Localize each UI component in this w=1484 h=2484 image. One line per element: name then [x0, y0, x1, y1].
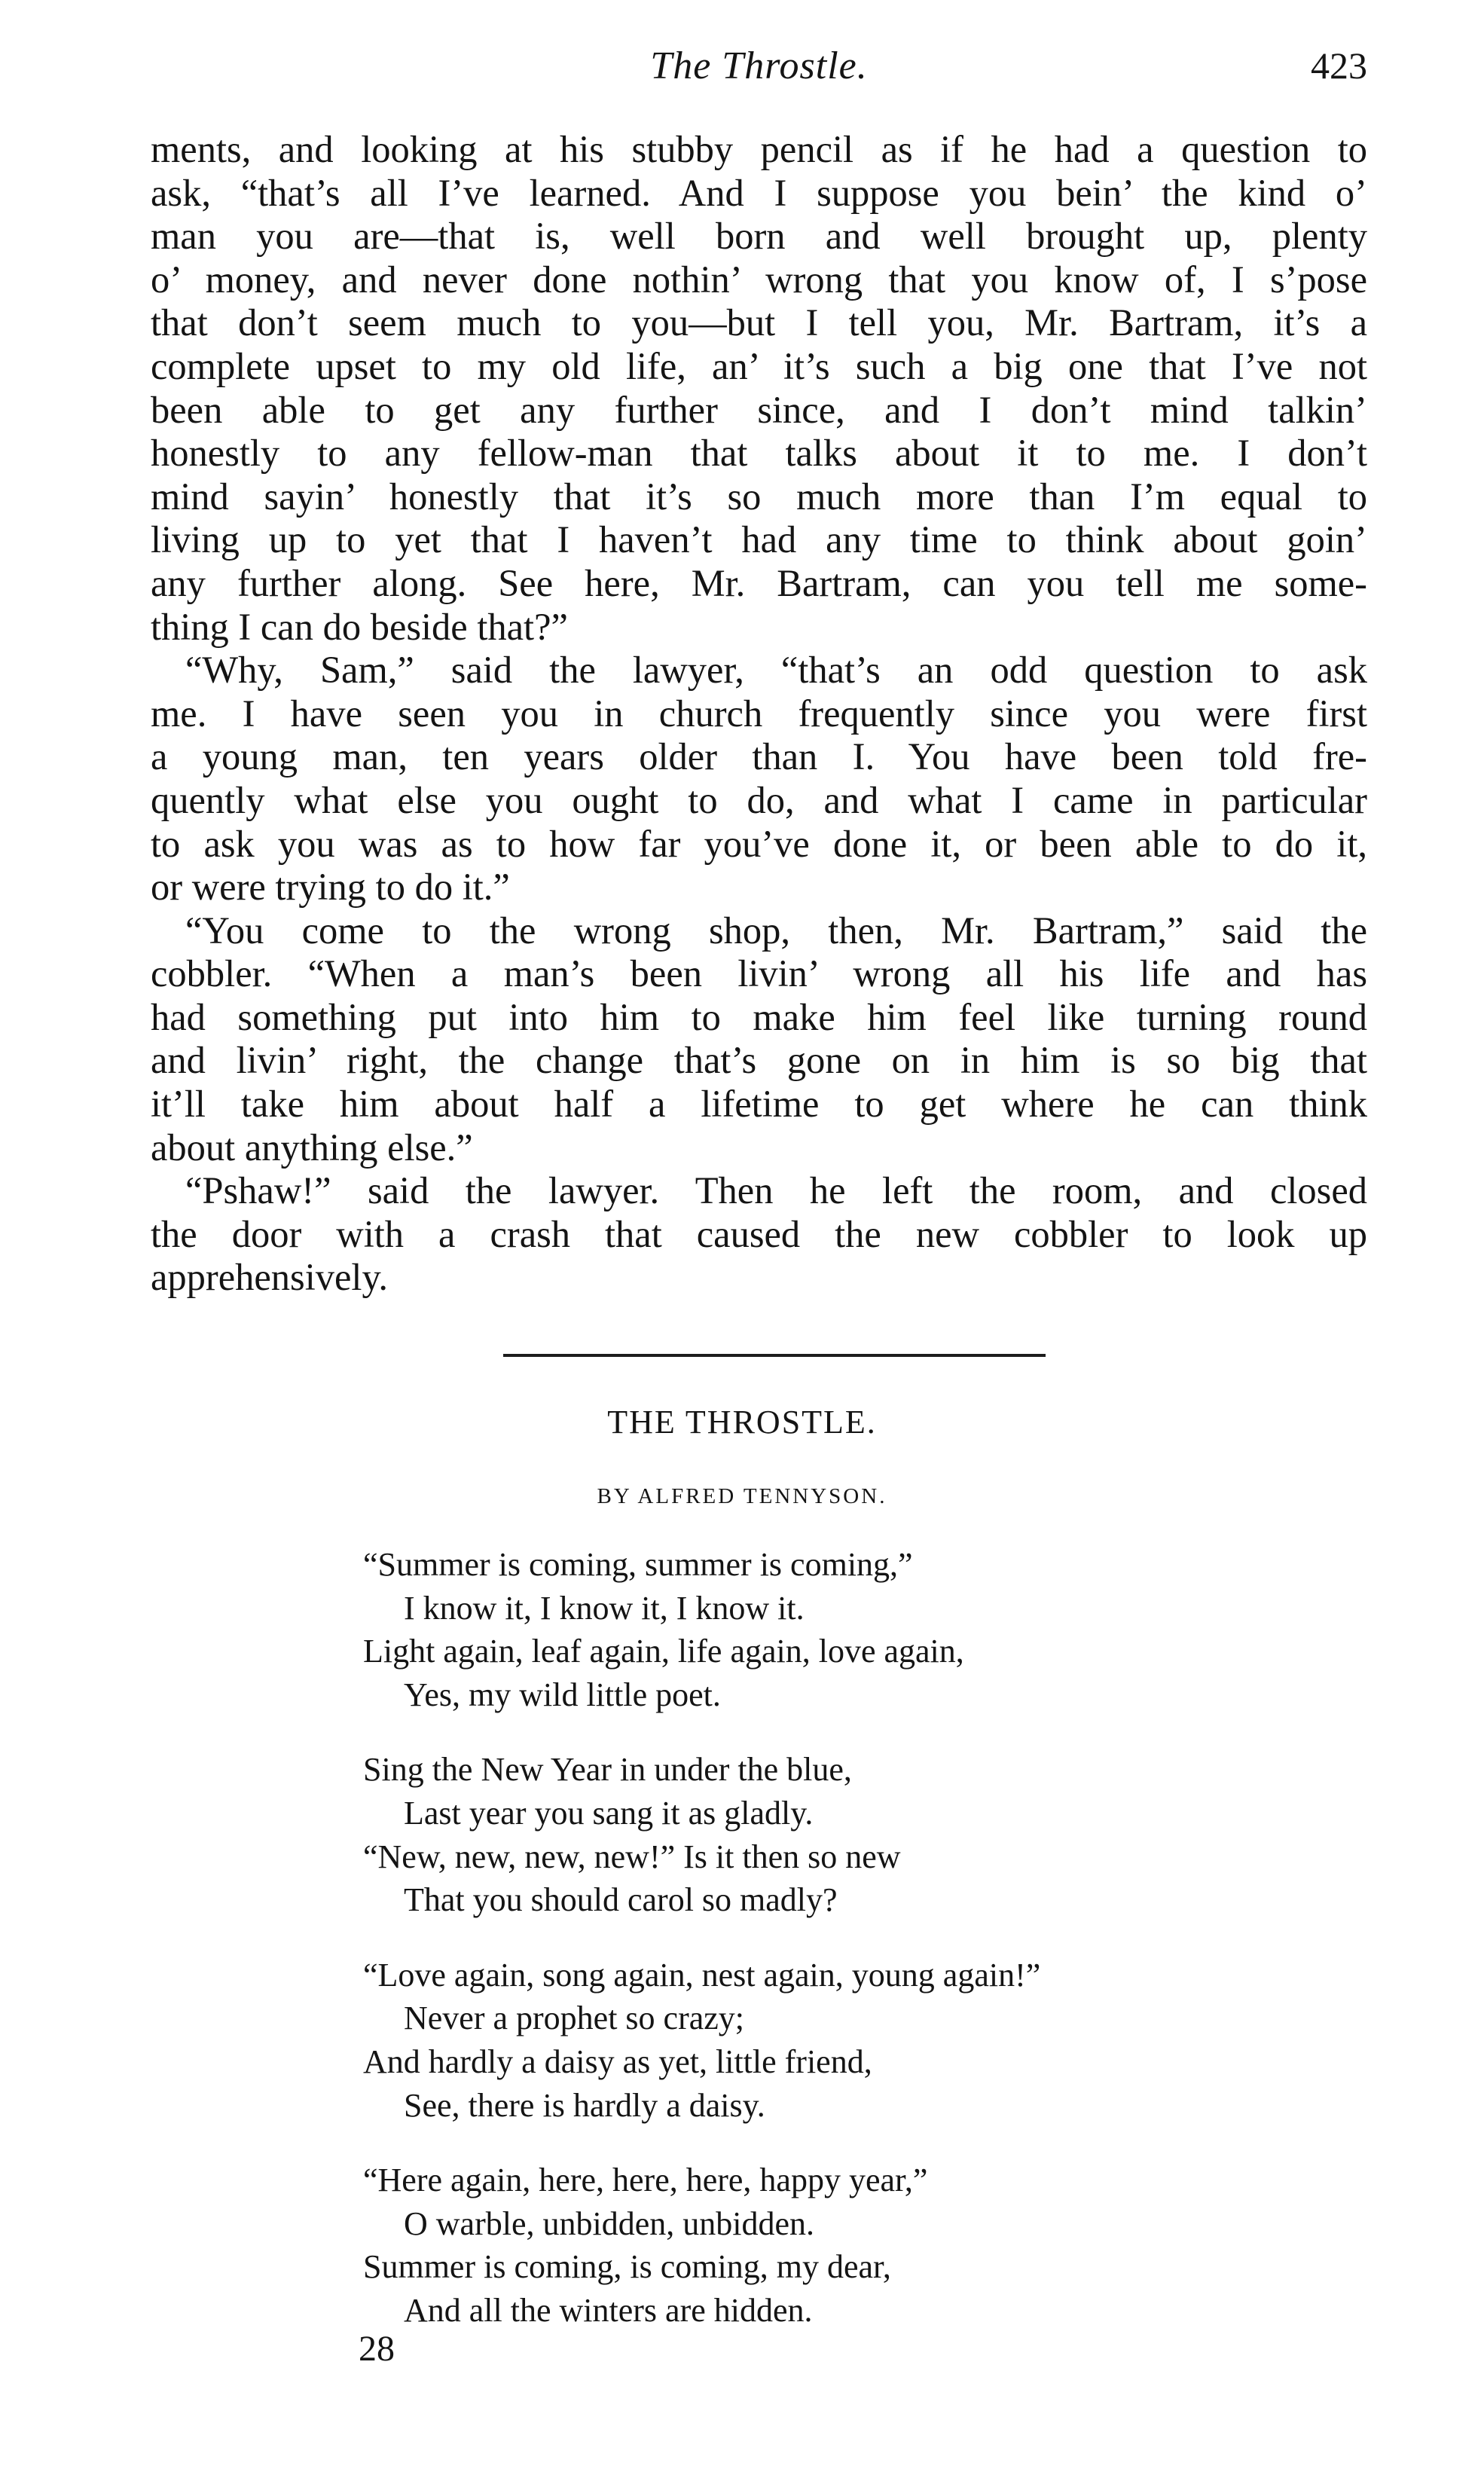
text-line: ments, and looking at his stubby pencil as if he had a question to: [151, 128, 1367, 170]
text-line: a young man, ten years older than I. You have been told fre-: [151, 735, 1367, 778]
text-line: ask, “that’s all I’ve learned. And I suppose you bein’ the kind o’: [151, 171, 1367, 214]
section-divider: [503, 1354, 1046, 1357]
poem-stanza: [363, 2159, 1040, 2332]
page-number: 423: [1311, 44, 1367, 87]
poem-line: “Summer is coming, summer is coming,”: [363, 1546, 913, 1583]
poem-line: Last year you sang it as gladly.: [404, 1794, 814, 1832]
poem-line: Summer is coming, is coming, my dear,: [363, 2248, 891, 2286]
running-header: [151, 41, 1367, 93]
poem-line: “Love again, song again, nest again, young again!”: [363, 1956, 1041, 1994]
text-line: any further along. See here, Mr. Bartram, can you tell me some-: [151, 561, 1367, 604]
text-line: been able to get any further since, and I don’t mind talkin’: [151, 388, 1367, 431]
poem-title: THE THROSTLE.: [607, 1404, 877, 1441]
poem-stanza: [363, 1543, 1040, 1716]
poem-line: I know it, I know it, I know it.: [404, 1589, 805, 1627]
poem-line: See, there is hardly a daisy.: [404, 2086, 765, 2124]
text-line: mind sayin’ honestly that it’s so much more than I’m equal to: [151, 475, 1367, 518]
text-line: living up to yet that I haven’t had any time to think about goin’: [151, 518, 1367, 561]
story-text: [151, 128, 1367, 1300]
signature-mark: 28: [359, 2329, 395, 2369]
poem-line: O warble, unbidden, unbidden.: [404, 2204, 814, 2242]
text-line: o’ money, and never done nothin’ wrong that you know of, I s’pose: [151, 258, 1367, 301]
text-line: complete upset to my old life, an’ it’s such a big one that I’ve not: [151, 344, 1367, 387]
poem-line: Sing the New Year in under the blue,: [363, 1751, 852, 1789]
text-line: man you are—that is, well born and well brought up, plenty: [151, 215, 1367, 258]
poem-line: And hardly a daisy as yet, little friend,: [363, 2043, 872, 2080]
text-line: it’ll take him about half a lifetime to get where he can think: [151, 1083, 1367, 1126]
text-line: had something put into him to make him feel like turning round: [151, 995, 1367, 1038]
poem-body: [363, 1543, 1040, 2364]
text-line: the door with a crash that caused the new cobbler to look up: [151, 1212, 1367, 1255]
text-line: that don’t seem much to you—but I tell you, Mr. Bartram, it’s a: [151, 301, 1367, 344]
text-line: “Why, Sam,” said the lawyer, “that’s an odd question to ask: [185, 649, 1367, 692]
text-line: to ask you was as to how far you’ve done it, or been able to do it,: [151, 822, 1367, 865]
text-line: me. I have seen you in church frequently since you were first: [151, 692, 1367, 735]
text-line: about anything else.”: [151, 1126, 473, 1169]
text-line: apprehensively.: [151, 1256, 389, 1299]
text-line: “Pshaw!” said the lawyer. Then he left the room, and closed: [185, 1169, 1367, 1212]
poem-stanza: [363, 1954, 1040, 2127]
text-line: quently what else you ought to do, and what I came in particular: [151, 778, 1367, 821]
poem-line: “Here again, here, here, here, happy year,”: [363, 2162, 928, 2199]
poem-line: And all the winters are hidden.: [404, 2291, 813, 2329]
text-line: “You come to the wrong shop, then, Mr. Bartram,” said the: [185, 909, 1367, 952]
text-line: thing I can do beside that?”: [151, 605, 568, 648]
poem-line: Yes, my wild little poet.: [404, 1676, 721, 1713]
poem-byline: BY ALFRED TENNYSON.: [597, 1484, 887, 1508]
poem-line: Light again, leaf again, life again, love again,: [363, 1633, 964, 1670]
poem-line: “New, new, new, new!” Is it then so new: [363, 1838, 901, 1875]
text-line: or were trying to do it.”: [151, 866, 510, 909]
text-line: and livin’ right, the change that’s gone on in him is so big that: [151, 1039, 1367, 1082]
text-line: cobbler. “When a man’s been livin’ wrong all his life and has: [151, 952, 1367, 995]
poem-line: Never a prophet so crazy;: [404, 2000, 745, 2037]
text-line: honestly to any fellow-man that talks about it to me. I don’t: [151, 432, 1367, 475]
poem-stanza: [363, 1748, 1040, 1921]
running-title: The Throstle.: [650, 44, 868, 87]
poem-line: That you should carol so madly?: [404, 1881, 838, 1919]
